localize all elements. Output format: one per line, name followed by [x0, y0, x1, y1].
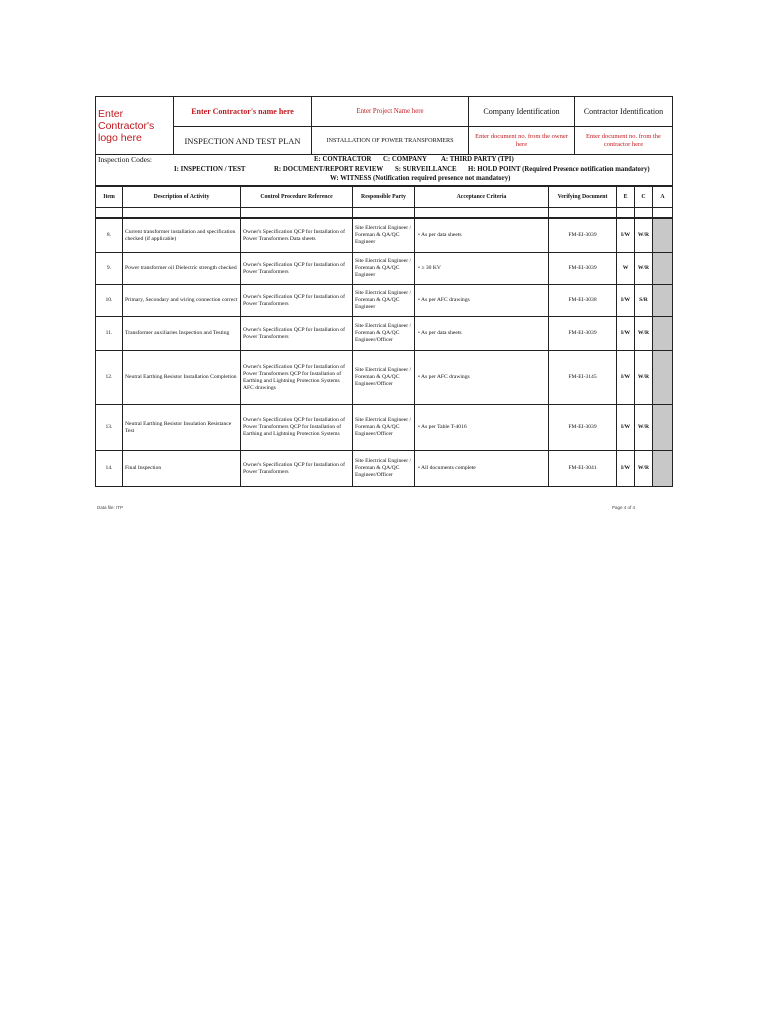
row-c-code: S/R	[635, 285, 653, 317]
itp-document	[95, 96, 672, 487]
row-verifying-document: FM-EI-3041	[549, 451, 617, 487]
column-procedure: Control Procedure Reference	[241, 187, 353, 208]
table-row	[96, 351, 673, 405]
company-identification: Company Identification	[469, 97, 575, 127]
codes-label: Inspection Codes:	[98, 155, 152, 164]
row-item-number: 14.	[96, 451, 123, 487]
row-verifying-document: FM-EI-3039	[549, 219, 617, 253]
row-acceptance-criteria: • As per data sheets	[415, 317, 549, 351]
column-e: E	[617, 187, 635, 208]
code-c: C: COMPANY	[383, 156, 427, 163]
row-e-code: I/W	[617, 405, 635, 451]
table-row	[96, 253, 673, 285]
row-verifying-document: FM-EI-3039	[549, 253, 617, 285]
header-table	[95, 96, 673, 186]
row-procedure-reference: Owner's Specification QCP for Installation of Power Transformers Data sheets	[241, 219, 353, 253]
row-verifying-document: FM-EI-3039	[549, 405, 617, 451]
contractor-logo-placeholder: Enter Contractor's logo here	[96, 97, 174, 155]
code-w: W: WITNESS (Notification required presence not mandatory)	[330, 175, 511, 182]
row-item-number: 12.	[96, 351, 123, 405]
code-e: E: CONTRACTOR	[314, 156, 372, 163]
row-procedure-reference: Owner's Specification QCP for Installation of Power Transformers	[241, 451, 353, 487]
table-row	[96, 451, 673, 487]
plan-title: INSPECTION AND TEST PLAN	[174, 127, 312, 155]
row-acceptance-criteria: • As per Table T-4016	[415, 405, 549, 451]
footer-file: Data file: ITP	[97, 505, 124, 510]
row-acceptance-criteria: • ≥ 30 KV	[415, 253, 549, 285]
contractor-document-number: Enter document no. from the contractor here	[575, 127, 673, 155]
row-a-code	[653, 317, 673, 351]
column-acceptance: Acceptance Criteria	[415, 187, 549, 208]
row-a-code	[653, 351, 673, 405]
contractor-name: Enter Contractor's name here	[174, 97, 312, 127]
row-responsible-party: Site Electrical Engineer / Foreman & QA/QC Engineer/Officer	[353, 351, 415, 405]
row-item-number: 13.	[96, 405, 123, 451]
column-a: A	[653, 187, 673, 208]
row-acceptance-criteria: • As per data sheets	[415, 219, 549, 253]
row-responsible-party: Site Electrical Engineer / Foreman & QA/QC Engineer	[353, 253, 415, 285]
column-responsible: Responsible Party	[353, 187, 415, 208]
row-responsible-party: Site Electrical Engineer / Foreman & QA/QC Engineer/Officer	[353, 405, 415, 451]
spacer-row	[96, 208, 673, 218]
row-a-code	[653, 451, 673, 487]
code-a: A: THIRD PARTY (TPI)	[441, 156, 514, 163]
owner-document-number: Enter document no. from the owner here	[469, 127, 575, 155]
row-responsible-party: Site Electrical Engineer / Foreman & QA/QC Engineer/Officer	[353, 317, 415, 351]
row-a-code	[653, 405, 673, 451]
row-responsible-party: Site Electrical Engineer / Foreman & QA/QC Engineer	[353, 285, 415, 317]
row-description: Primary, Secondary and wiring connection correct	[123, 285, 241, 317]
row-a-code	[653, 285, 673, 317]
row-description: Current transformer installation and specification checked (if applicable)	[123, 219, 241, 253]
row-item-number: 10.	[96, 285, 123, 317]
table-row	[96, 285, 673, 317]
row-description: Transformer auxiliaries Inspection and Testing	[123, 317, 241, 351]
column-verifying: Verifying Document	[549, 187, 617, 208]
row-description: Power transformer oil Dielectric strength checked	[123, 253, 241, 285]
column-description: Description of Activity	[123, 187, 241, 208]
row-a-code	[653, 219, 673, 253]
row-verifying-document: FM-EI-3039	[549, 317, 617, 351]
row-c-code: W/R	[635, 317, 653, 351]
column-c: C	[635, 187, 653, 208]
code-r: R: DOCUMENT/REPORT REVIEW	[274, 166, 384, 173]
row-description: Neutral Earthing Resistor Insulation Resistance Test	[123, 405, 241, 451]
row-e-code: I/W	[617, 317, 635, 351]
contractor-identification: Contractor Identification	[575, 97, 673, 127]
row-acceptance-criteria: • As per AFC drawings	[415, 351, 549, 405]
table-row	[96, 405, 673, 451]
row-e-code: I/W	[617, 285, 635, 317]
footer-page: Page 4 of 4	[612, 505, 636, 510]
row-description: Neutral Earthing Resistor Installation Completion	[123, 351, 241, 405]
row-procedure-reference: Owner's Specification QCP for Installation of Power Transformers	[241, 285, 353, 317]
row-item-number: 11.	[96, 317, 123, 351]
row-item-number: 8.	[96, 219, 123, 253]
code-h: H: HOLD POINT (Required Presence notification mandatory)	[468, 166, 650, 173]
table-row	[96, 317, 673, 351]
code-s: S: SURVEILLANCE	[395, 166, 457, 173]
row-e-code: I/W	[617, 351, 635, 405]
row-e-code: I/W	[617, 451, 635, 487]
row-c-code: W/R	[635, 405, 653, 451]
row-c-code: W/R	[635, 351, 653, 405]
row-c-code: W/R	[635, 219, 653, 253]
subject-title: INSTALLATION OF POWER TRANSFORMERS	[312, 127, 469, 155]
row-e-code: I/W	[617, 219, 635, 253]
row-responsible-party: Site Electrical Engineer / Foreman & QA/QC Engineer	[353, 219, 415, 253]
column-item: Item	[96, 187, 123, 208]
inspection-codes	[96, 155, 673, 186]
row-c-code: W/R	[635, 451, 653, 487]
row-description: Final Inspection	[123, 451, 241, 487]
row-item-number: 9.	[96, 253, 123, 285]
activity-rows	[95, 218, 673, 487]
row-procedure-reference: Owner's Specification QCP for Installation of Power Transformers	[241, 253, 353, 285]
activity-table	[95, 186, 673, 218]
table-row	[96, 219, 673, 253]
row-verifying-document: FM-EI-3145	[549, 351, 617, 405]
row-procedure-reference: Owner's Specification QCP for Installation of Power Transformers QCP for Installation of Earthing and Lightning Protection Systems AFC drawings	[241, 351, 353, 405]
code-i: I: INSPECTION / TEST	[174, 166, 246, 173]
column-header-row	[96, 187, 673, 208]
project-name: Enter Project Name here	[312, 97, 469, 127]
row-procedure-reference: Owner's Specification QCP for Installation of Power Transformers QCP for Installation of Earthing and Lightning Protection Systems	[241, 405, 353, 451]
row-a-code	[653, 253, 673, 285]
row-procedure-reference: Owner's Specification QCP for Installation of Power Transformers	[241, 317, 353, 351]
row-acceptance-criteria: • All documents complete	[415, 451, 549, 487]
row-e-code: W	[617, 253, 635, 285]
row-c-code: W/R	[635, 253, 653, 285]
row-acceptance-criteria: • As per AFC drawings	[415, 285, 549, 317]
row-verifying-document: FM-EI-3038	[549, 285, 617, 317]
row-responsible-party: Site Electrical Engineer / Foreman & QA/QC Engineer/Officer	[353, 451, 415, 487]
